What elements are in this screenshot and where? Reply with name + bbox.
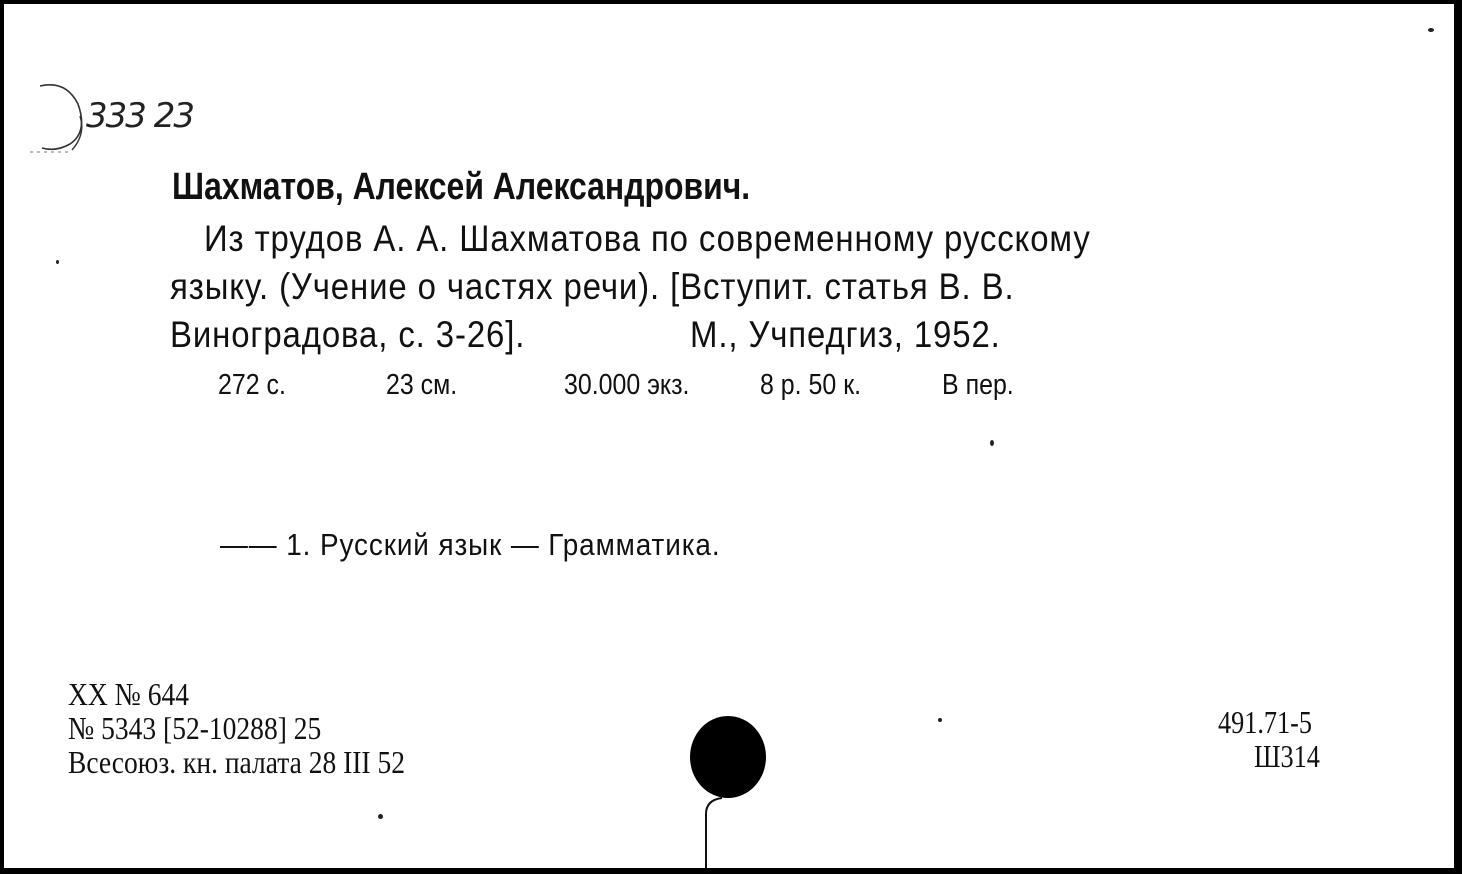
- title-line-1: Из трудов А. А. Шахматова по современному русскому: [204, 218, 1091, 259]
- ink-speck: [1428, 28, 1434, 32]
- subject-heading: —— 1. Русский язык — Грамматика.: [220, 527, 721, 562]
- price: 8 р. 50 к.: [760, 369, 862, 401]
- title-line-2: языку. (Учение о частях речи). [Вступит. статья В. В.: [170, 266, 1015, 307]
- title-line-3: Виноградова, с. 3-26].: [170, 314, 526, 355]
- ink-speck: [990, 440, 994, 446]
- catalog-card: [4, 4, 1454, 868]
- inventory-number: 333 23: [86, 96, 193, 136]
- footer-chamber-date: Всесоюз. кн. палата 28 III 52: [68, 744, 405, 780]
- page-count: 272 с.: [218, 369, 286, 401]
- footer-series-number: XX № 644: [68, 676, 190, 712]
- book-size: 23 см.: [386, 369, 458, 401]
- binding: В пер.: [942, 369, 1014, 401]
- rod-line: [694, 794, 734, 868]
- punch-hole: [690, 716, 766, 798]
- publisher-imprint: М., Учпедгиз, 1952.: [690, 314, 1001, 355]
- ink-speck: [938, 718, 942, 722]
- edition-size: 30.000 экз.: [564, 369, 690, 401]
- author-heading: Шахматов, Алексей Александрович.: [172, 166, 751, 208]
- footer-card-number: № 5343 [52-10288] 25: [68, 710, 322, 746]
- author-mark: Ш314: [1254, 738, 1320, 774]
- ink-speck: [378, 814, 383, 819]
- ink-speck: [56, 260, 59, 264]
- classification-index: 491.71-5: [1218, 704, 1313, 740]
